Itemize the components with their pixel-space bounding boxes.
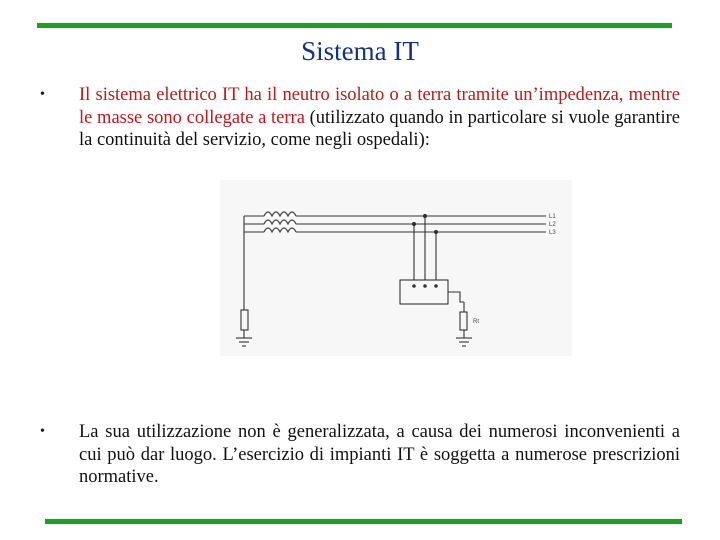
bullet-item-1 bbox=[40, 84, 680, 152]
slide-title: Sistema IT bbox=[301, 36, 419, 66]
bullet-marker: • bbox=[40, 424, 45, 439]
bullet-item-2 bbox=[40, 421, 680, 489]
bottom-accent-bar bbox=[45, 519, 682, 524]
earth-resistance-label: Rt bbox=[473, 319, 479, 325]
top-accent-bar bbox=[37, 23, 672, 28]
bullet-marker: • bbox=[40, 87, 45, 102]
line-label-l1: L1 bbox=[549, 214, 556, 220]
line-label-l2: L2 bbox=[549, 222, 556, 228]
bullet-text-1-highlight: Il sistema elettrico IT ha il neutro isolato o a terra tramite un’impedenza, mentre le masse sono collegate a terra bbox=[79, 85, 680, 128]
bullet-text-1 bbox=[79, 84, 680, 152]
line-label-l3: L3 bbox=[549, 230, 556, 236]
bullet-text-2: La sua utilizzazione non è generalizzata, a causa dei numerosi inconvenienti a cui può dar luogo. L’esercizio di impianti IT è soggetta a numerose prescrizioni normative. bbox=[79, 422, 680, 487]
bullet-text-1-rest: (utilizzato quando in particolare si vuole garantire la continuità del servizio, come negli ospedali): bbox=[79, 107, 680, 150]
it-system-circuit-diagram bbox=[220, 180, 572, 356]
